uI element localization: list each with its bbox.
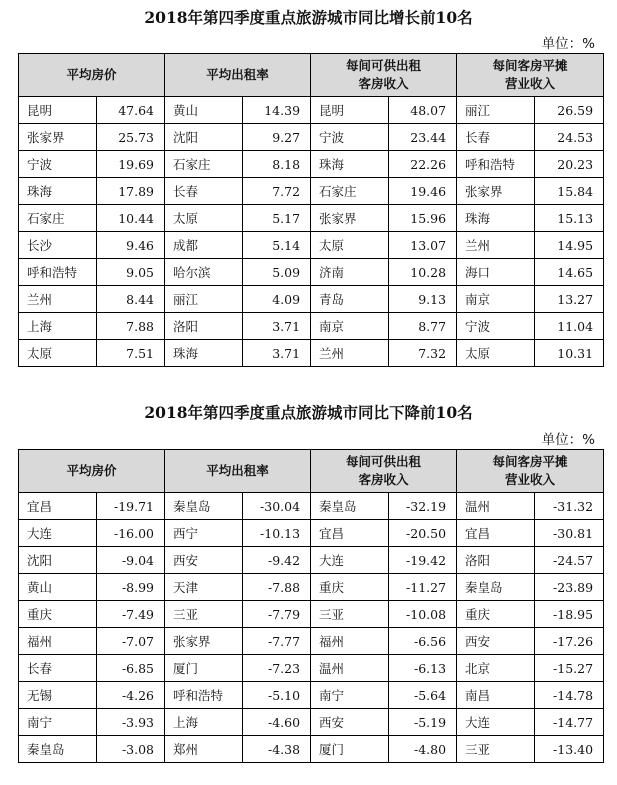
top-header-row xyxy=(19,54,604,97)
city-cell: 昆明 xyxy=(19,97,97,124)
top-unit: 单位：% xyxy=(541,36,595,52)
top-header-occupancy xyxy=(165,54,311,97)
city-cell: 厦门 xyxy=(311,736,389,763)
value-cell: -31.32 xyxy=(535,493,604,520)
city-cell: 宜昌 xyxy=(311,520,389,547)
top-table xyxy=(18,53,604,367)
city-cell: 黄山 xyxy=(165,97,243,124)
value-cell: 23.44 xyxy=(389,124,457,151)
city-cell: 宁波 xyxy=(311,124,389,151)
value-cell: 8.77 xyxy=(389,313,457,340)
city-cell: 秦皇岛 xyxy=(311,493,389,520)
value-cell: -20.50 xyxy=(389,520,457,547)
bottom-header-occupancy xyxy=(165,450,311,493)
bottom-title: 2018年第四季度重点旅游城市同比下降前10名 xyxy=(144,403,473,422)
value-cell: -15.27 xyxy=(535,655,604,682)
table-row xyxy=(19,601,604,628)
header-line: 营业收入 xyxy=(505,472,556,487)
table-row xyxy=(19,313,604,340)
city-cell: 长沙 xyxy=(19,232,97,259)
bottom-header-avg-price xyxy=(19,450,165,493)
value-cell: -10.13 xyxy=(243,520,311,547)
value-cell: 14.39 xyxy=(243,97,311,124)
value-cell: -17.26 xyxy=(535,628,604,655)
city-cell: 太原 xyxy=(165,205,243,232)
value-cell: 11.04 xyxy=(535,313,604,340)
city-cell: 西安 xyxy=(165,547,243,574)
table-row xyxy=(19,178,604,205)
city-cell: 南宁 xyxy=(311,682,389,709)
value-cell: 3.71 xyxy=(243,340,311,367)
city-cell: 丽江 xyxy=(165,286,243,313)
value-cell: -3.08 xyxy=(97,736,165,763)
city-cell: 张家界 xyxy=(311,205,389,232)
city-cell: 珠海 xyxy=(19,178,97,205)
value-cell: 9.46 xyxy=(97,232,165,259)
value-cell: -3.93 xyxy=(97,709,165,736)
city-cell: 南京 xyxy=(311,313,389,340)
value-cell: 8.44 xyxy=(97,286,165,313)
value-cell: 10.31 xyxy=(535,340,604,367)
city-cell: 成都 xyxy=(165,232,243,259)
table-row xyxy=(19,709,604,736)
city-cell: 石家庄 xyxy=(165,151,243,178)
value-cell: -11.27 xyxy=(389,574,457,601)
value-cell: 14.65 xyxy=(535,259,604,286)
header-line: 营业收入 xyxy=(505,76,556,91)
city-cell: 长春 xyxy=(165,178,243,205)
table-row xyxy=(19,232,604,259)
value-cell: 13.07 xyxy=(389,232,457,259)
value-cell: 7.88 xyxy=(97,313,165,340)
city-cell: 黄山 xyxy=(19,574,97,601)
value-cell: -4.60 xyxy=(243,709,311,736)
bottom-header-revenue xyxy=(457,450,604,493)
city-cell: 长春 xyxy=(457,124,535,151)
bottom-header-revpar xyxy=(311,450,457,493)
table-row xyxy=(19,682,604,709)
city-cell: 北京 xyxy=(457,655,535,682)
city-cell: 太原 xyxy=(311,232,389,259)
city-cell: 西安 xyxy=(311,709,389,736)
city-cell: 三亚 xyxy=(311,601,389,628)
value-cell: -5.10 xyxy=(243,682,311,709)
value-cell: -30.81 xyxy=(535,520,604,547)
city-cell: 张家界 xyxy=(165,628,243,655)
bottom-table xyxy=(18,449,604,763)
value-cell: 47.64 xyxy=(97,97,165,124)
value-cell: -23.89 xyxy=(535,574,604,601)
city-cell: 重庆 xyxy=(19,601,97,628)
header-line: 客房收入 xyxy=(358,472,409,487)
value-cell: -6.85 xyxy=(97,655,165,682)
value-cell: 7.51 xyxy=(97,340,165,367)
header-line: 平均出租率 xyxy=(206,67,269,82)
value-cell: -19.71 xyxy=(97,493,165,520)
bottom-header-row xyxy=(19,450,604,493)
table-row xyxy=(19,655,604,682)
value-cell: 5.14 xyxy=(243,232,311,259)
table-row xyxy=(19,124,604,151)
value-cell: 4.09 xyxy=(243,286,311,313)
city-cell: 南宁 xyxy=(19,709,97,736)
city-cell: 沈阳 xyxy=(19,547,97,574)
value-cell: 19.46 xyxy=(389,178,457,205)
city-cell: 呼和浩特 xyxy=(457,151,535,178)
value-cell: 9.05 xyxy=(97,259,165,286)
value-cell: 15.96 xyxy=(389,205,457,232)
city-cell: 大连 xyxy=(457,709,535,736)
value-cell: -14.77 xyxy=(535,709,604,736)
value-cell: -7.07 xyxy=(97,628,165,655)
value-cell: -9.42 xyxy=(243,547,311,574)
city-cell: 福州 xyxy=(311,628,389,655)
table-row xyxy=(19,493,604,520)
table-row xyxy=(19,340,604,367)
city-cell: 珠海 xyxy=(457,205,535,232)
value-cell: 15.13 xyxy=(535,205,604,232)
value-cell: -7.23 xyxy=(243,655,311,682)
top-header-revenue xyxy=(457,54,604,97)
header-line: 平均房价 xyxy=(66,463,117,478)
value-cell: 14.95 xyxy=(535,232,604,259)
bottom-table-body xyxy=(19,493,604,763)
header-line: 客房收入 xyxy=(358,76,409,91)
header-line: 每间客房平摊 xyxy=(492,454,568,469)
top-header-avg-price xyxy=(19,54,165,97)
value-cell: -13.40 xyxy=(535,736,604,763)
value-cell: -5.19 xyxy=(389,709,457,736)
city-cell: 西安 xyxy=(457,628,535,655)
value-cell: -7.79 xyxy=(243,601,311,628)
value-cell: 24.53 xyxy=(535,124,604,151)
city-cell: 三亚 xyxy=(165,601,243,628)
city-cell: 郑州 xyxy=(165,736,243,763)
table-row xyxy=(19,97,604,124)
city-cell: 秦皇岛 xyxy=(457,574,535,601)
city-cell: 太原 xyxy=(457,340,535,367)
value-cell: -24.57 xyxy=(535,547,604,574)
value-cell: -4.38 xyxy=(243,736,311,763)
value-cell: 3.71 xyxy=(243,313,311,340)
city-cell: 福州 xyxy=(19,628,97,655)
value-cell: -14.78 xyxy=(535,682,604,709)
value-cell: -16.00 xyxy=(97,520,165,547)
value-cell: 9.27 xyxy=(243,124,311,151)
value-cell: 7.72 xyxy=(243,178,311,205)
value-cell: 10.28 xyxy=(389,259,457,286)
city-cell: 太原 xyxy=(19,340,97,367)
value-cell: -7.77 xyxy=(243,628,311,655)
table-row xyxy=(19,286,604,313)
city-cell: 济南 xyxy=(311,259,389,286)
table-row xyxy=(19,520,604,547)
value-cell: 15.84 xyxy=(535,178,604,205)
top-table-body xyxy=(19,97,604,367)
top-header-revpar xyxy=(311,54,457,97)
value-cell: -4.26 xyxy=(97,682,165,709)
value-cell: 9.13 xyxy=(389,286,457,313)
value-cell: 7.32 xyxy=(389,340,457,367)
value-cell: -19.42 xyxy=(389,547,457,574)
city-cell: 昆明 xyxy=(311,97,389,124)
city-cell: 天津 xyxy=(165,574,243,601)
city-cell: 西宁 xyxy=(165,520,243,547)
city-cell: 丽江 xyxy=(457,97,535,124)
header-line: 平均房价 xyxy=(66,67,117,82)
value-cell: 19.69 xyxy=(97,151,165,178)
value-cell: -9.04 xyxy=(97,547,165,574)
city-cell: 三亚 xyxy=(457,736,535,763)
city-cell: 秦皇岛 xyxy=(19,736,97,763)
city-cell: 兰州 xyxy=(457,232,535,259)
city-cell: 重庆 xyxy=(457,601,535,628)
value-cell: -6.13 xyxy=(389,655,457,682)
table-row xyxy=(19,151,604,178)
city-cell: 哈尔滨 xyxy=(165,259,243,286)
city-cell: 张家界 xyxy=(457,178,535,205)
value-cell: 20.23 xyxy=(535,151,604,178)
city-cell: 宜昌 xyxy=(19,493,97,520)
value-cell: 5.17 xyxy=(243,205,311,232)
value-cell: 8.18 xyxy=(243,151,311,178)
top-title: 2018年第四季度重点旅游城市同比增长前10名 xyxy=(144,8,473,27)
city-cell: 上海 xyxy=(165,709,243,736)
value-cell: -5.64 xyxy=(389,682,457,709)
city-cell: 青岛 xyxy=(311,286,389,313)
table-row xyxy=(19,205,604,232)
value-cell: -30.04 xyxy=(243,493,311,520)
value-cell: -7.49 xyxy=(97,601,165,628)
value-cell: -6.56 xyxy=(389,628,457,655)
value-cell: -7.88 xyxy=(243,574,311,601)
value-cell: 48.07 xyxy=(389,97,457,124)
city-cell: 温州 xyxy=(311,655,389,682)
city-cell: 大连 xyxy=(19,520,97,547)
value-cell: 26.59 xyxy=(535,97,604,124)
header-line: 平均出租率 xyxy=(206,463,269,478)
value-cell: 22.26 xyxy=(389,151,457,178)
value-cell: -32.19 xyxy=(389,493,457,520)
table-row xyxy=(19,628,604,655)
value-cell: 5.09 xyxy=(243,259,311,286)
city-cell: 呼和浩特 xyxy=(19,259,97,286)
header-line: 每间客房平摊 xyxy=(492,58,568,73)
value-cell: -8.99 xyxy=(97,574,165,601)
city-cell: 上海 xyxy=(19,313,97,340)
table-row xyxy=(19,574,604,601)
city-cell: 重庆 xyxy=(311,574,389,601)
city-cell: 洛阳 xyxy=(457,547,535,574)
table-row xyxy=(19,736,604,763)
city-cell: 秦皇岛 xyxy=(165,493,243,520)
value-cell: -18.95 xyxy=(535,601,604,628)
city-cell: 宜昌 xyxy=(457,520,535,547)
city-cell: 兰州 xyxy=(19,286,97,313)
value-cell: -4.80 xyxy=(389,736,457,763)
city-cell: 海口 xyxy=(457,259,535,286)
table-row xyxy=(19,547,604,574)
header-line: 每间可供出租 xyxy=(346,58,422,73)
city-cell: 兰州 xyxy=(311,340,389,367)
bottom-unit: 单位：% xyxy=(541,432,595,448)
city-cell: 沈阳 xyxy=(165,124,243,151)
city-cell: 南京 xyxy=(457,286,535,313)
value-cell: 10.44 xyxy=(97,205,165,232)
value-cell: -10.08 xyxy=(389,601,457,628)
city-cell: 南昌 xyxy=(457,682,535,709)
value-cell: 13.27 xyxy=(535,286,604,313)
header-line: 每间可供出租 xyxy=(346,454,422,469)
city-cell: 石家庄 xyxy=(19,205,97,232)
value-cell: 17.89 xyxy=(97,178,165,205)
city-cell: 宁波 xyxy=(19,151,97,178)
city-cell: 珠海 xyxy=(165,340,243,367)
city-cell: 张家界 xyxy=(19,124,97,151)
city-cell: 宁波 xyxy=(457,313,535,340)
city-cell: 厦门 xyxy=(165,655,243,682)
table-row xyxy=(19,259,604,286)
city-cell: 温州 xyxy=(457,493,535,520)
city-cell: 大连 xyxy=(311,547,389,574)
city-cell: 长春 xyxy=(19,655,97,682)
value-cell: 25.73 xyxy=(97,124,165,151)
city-cell: 石家庄 xyxy=(311,178,389,205)
city-cell: 洛阳 xyxy=(165,313,243,340)
city-cell: 呼和浩特 xyxy=(165,682,243,709)
city-cell: 无锡 xyxy=(19,682,97,709)
city-cell: 珠海 xyxy=(311,151,389,178)
